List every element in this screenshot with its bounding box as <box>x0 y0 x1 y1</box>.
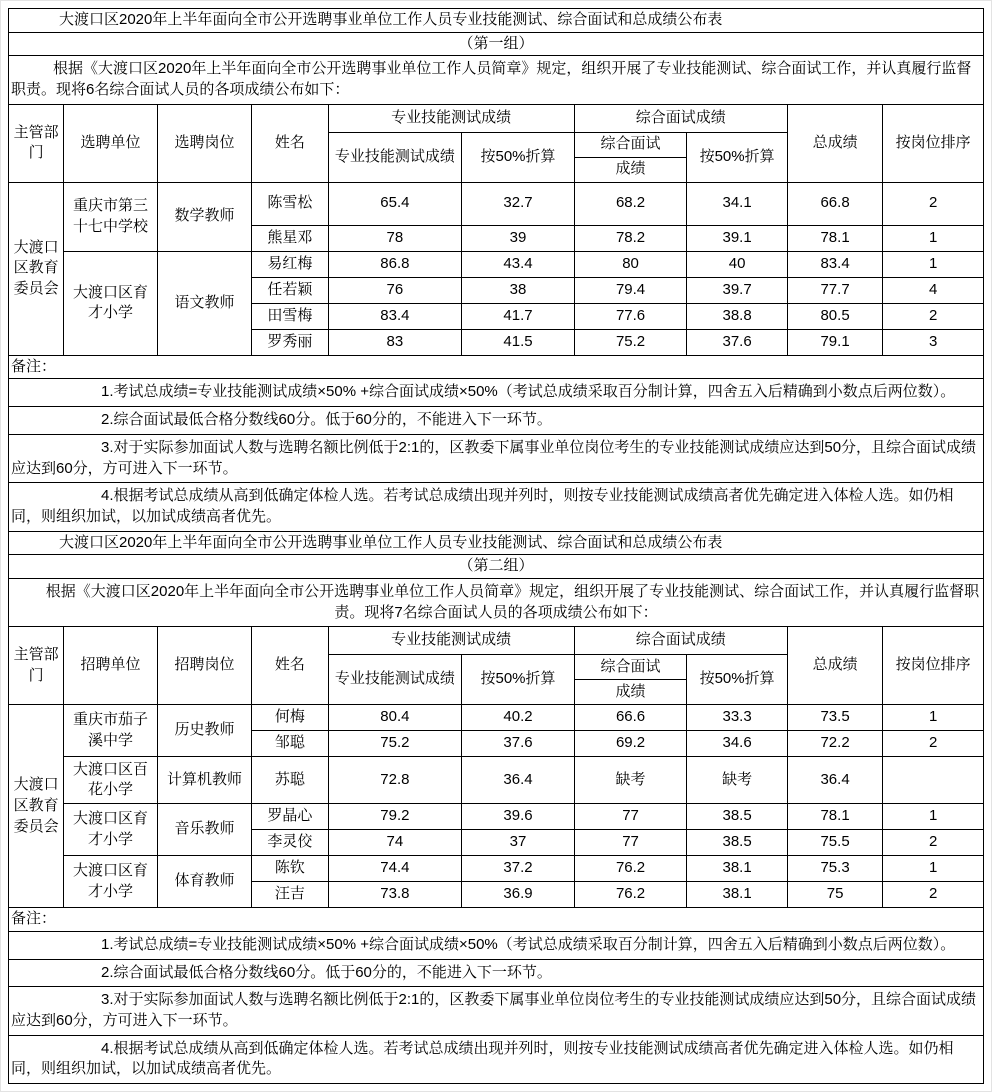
cell-interview-half: 37.6 <box>687 329 788 355</box>
cell-interview-score: 77.6 <box>574 303 687 329</box>
cell-skill-half: 43.4 <box>462 251 575 277</box>
cell-name: 罗晶心 <box>252 804 328 830</box>
table-row <box>9 804 984 830</box>
cell-name: 汪吉 <box>252 882 328 908</box>
cell-unit: 大渡口区育才小学 <box>64 804 157 856</box>
cell-total: 75.5 <box>787 830 882 856</box>
header-interview-score-line2: 成绩 <box>574 157 687 182</box>
note-item: 1.考试总成绩=专业技能测试成绩×50% +综合面试成绩×50%（考试总成绩采取百分制计算，四舍五入后精确到小数点后两位数）。 <box>9 379 984 407</box>
table-row <box>9 705 984 731</box>
group1-header-row-1 <box>9 104 984 132</box>
note-item: 4.根据考试总成绩从高到低确定体检人选。若考试总成绩出现并列时，则按专业技能测试成绩高者优先确定进入体检人选。如仍相同，则组织加试，以加试成绩高者优先。 <box>9 483 984 531</box>
header-skill-score: 专业技能测试成绩 <box>328 132 462 182</box>
cell-skill-half: 40.2 <box>462 705 575 731</box>
header-post: 选聘岗位 <box>157 104 251 182</box>
cell-post: 音乐教师 <box>157 804 251 856</box>
cell-rank: 2 <box>883 731 984 757</box>
cell-interview-half: 38.1 <box>687 856 788 882</box>
note-item: 3.对于实际参加面试人数与选聘名额比例低于2:1的，区教委下属事业单位岗位考生的专业技能测试成绩应达到50分，且综合面试成绩应达到60分，方可进入下一环节。 <box>9 434 984 482</box>
note-item: 3.对于实际参加面试人数与选聘名额比例低于2:1的，区教委下属事业单位岗位考生的专业技能测试成绩应达到50分，且综合面试成绩应达到60分，方可进入下一环节。 <box>9 987 984 1035</box>
header-interview-half: 按50%折算 <box>687 132 788 182</box>
cell-rank: 4 <box>883 277 984 303</box>
cell-post: 历史教师 <box>157 705 251 757</box>
header-interview-score-line1: 综合面试 <box>574 655 687 680</box>
header-skill-half: 按50%折算 <box>462 655 575 705</box>
cell-total: 73.5 <box>787 705 882 731</box>
cell-total: 79.1 <box>787 329 882 355</box>
cell-skill-score: 78 <box>328 225 462 251</box>
table-row <box>9 251 984 277</box>
cell-total: 72.2 <box>787 731 882 757</box>
cell-interview-score: 66.6 <box>574 705 687 731</box>
cell-skill-half: 38 <box>462 277 575 303</box>
header-name: 姓名 <box>252 104 328 182</box>
cell-interview-score: 缺考 <box>574 757 687 804</box>
cell-skill-half: 39.6 <box>462 804 575 830</box>
cell-skill-score: 73.8 <box>328 882 462 908</box>
cell-interview-score: 77 <box>574 804 687 830</box>
cell-name: 陈雪松 <box>252 182 328 225</box>
cell-skill-score: 75.2 <box>328 731 462 757</box>
cell-skill-half: 39 <box>462 225 575 251</box>
cell-dept: 大渡口区教育委员会 <box>9 705 64 908</box>
header-unit: 招聘单位 <box>64 627 157 705</box>
header-rank: 按岗位排序 <box>883 627 984 705</box>
cell-interview-half: 40 <box>687 251 788 277</box>
group2-table-title: 大渡口区2020年上半年面向全市公开选聘事业单位工作人员专业技能测试、综合面试和总成绩公布表 <box>9 531 984 555</box>
header-dept: 主管部门 <box>9 104 64 182</box>
cell-rank: 2 <box>883 882 984 908</box>
cell-skill-score: 74 <box>328 830 462 856</box>
cell-name: 田雪梅 <box>252 303 328 329</box>
cell-skill-half: 37 <box>462 830 575 856</box>
cell-name: 易红梅 <box>252 251 328 277</box>
cell-rank: 1 <box>883 251 984 277</box>
group2-intro-paragraph: 根据《大渡口区2020年上半年面向全市公开选聘事业单位工作人员简章》规定，组织开展了专业技能测试、综合面试工作，并认真履行监督职责。现将7名综合面试人员的各项成绩公布如下： <box>9 578 984 626</box>
group2-remark-label: 备注： <box>9 908 984 932</box>
cell-interview-score: 68.2 <box>574 182 687 225</box>
table-row <box>9 856 984 882</box>
cell-skill-half: 41.7 <box>462 303 575 329</box>
cell-name: 邹聪 <box>252 731 328 757</box>
cell-interview-score: 80 <box>574 251 687 277</box>
group1-intro-paragraph: 根据《大渡口区2020年上半年面向全市公开选聘事业单位工作人员简章》规定，组织开展了专业技能测试、综合面试工作，并认真履行监督职责。现将6名综合面试人员的各项成绩公布如下： <box>9 56 984 104</box>
score-announcement-table <box>8 8 984 1084</box>
header-name: 姓名 <box>252 627 328 705</box>
cell-total: 78.1 <box>787 804 882 830</box>
cell-skill-score: 65.4 <box>328 182 462 225</box>
cell-rank <box>883 757 984 804</box>
header-skill-half: 按50%折算 <box>462 132 575 182</box>
cell-skill-score: 86.8 <box>328 251 462 277</box>
cell-rank: 1 <box>883 705 984 731</box>
header-dept: 主管部门 <box>9 627 64 705</box>
cell-interview-score: 76.2 <box>574 856 687 882</box>
table-row <box>9 757 984 804</box>
cell-name: 罗秀丽 <box>252 329 328 355</box>
cell-interview-half: 38.5 <box>687 830 788 856</box>
cell-interview-half: 33.3 <box>687 705 788 731</box>
cell-total: 36.4 <box>787 757 882 804</box>
cell-interview-score: 79.4 <box>574 277 687 303</box>
cell-total: 77.7 <box>787 277 882 303</box>
cell-name: 熊星邓 <box>252 225 328 251</box>
header-post: 招聘岗位 <box>157 627 251 705</box>
header-skill-group: 专业技能测试成绩 <box>328 627 574 655</box>
header-interview-score-line2: 成绩 <box>574 680 687 705</box>
cell-skill-half: 41.5 <box>462 329 575 355</box>
cell-rank: 2 <box>883 830 984 856</box>
group2-label: （第二组） <box>9 555 984 579</box>
cell-interview-half: 缺考 <box>687 757 788 804</box>
cell-skill-half: 37.2 <box>462 856 575 882</box>
header-total: 总成绩 <box>787 627 882 705</box>
cell-rank: 1 <box>883 856 984 882</box>
cell-interview-score: 76.2 <box>574 882 687 908</box>
cell-total: 66.8 <box>787 182 882 225</box>
header-interview-group: 综合面试成绩 <box>574 104 787 132</box>
header-rank: 按岗位排序 <box>883 104 984 182</box>
cell-name: 何梅 <box>252 705 328 731</box>
cell-skill-score: 76 <box>328 277 462 303</box>
header-skill-group: 专业技能测试成绩 <box>328 104 574 132</box>
group2-header-row-1 <box>9 627 984 655</box>
note-item: 1.考试总成绩=专业技能测试成绩×50% +综合面试成绩×50%（考试总成绩采取百分制计算，四舍五入后精确到小数点后两位数）。 <box>9 932 984 960</box>
header-interview-score-line1: 综合面试 <box>574 132 687 157</box>
cell-unit: 大渡口区育才小学 <box>64 856 157 908</box>
cell-unit: 重庆市第三十七中学校 <box>64 182 157 251</box>
cell-skill-half: 36.4 <box>462 757 575 804</box>
note-item: 2.综合面试最低合格分数线60分。低于60分的，不能进入下一环节。 <box>9 959 984 987</box>
cell-rank: 2 <box>883 303 984 329</box>
group1-table-title: 大渡口区2020年上半年面向全市公开选聘事业单位工作人员专业技能测试、综合面试和总成绩公布表 <box>9 9 984 33</box>
table-row <box>9 182 984 225</box>
cell-name: 李灵佼 <box>252 830 328 856</box>
cell-skill-score: 80.4 <box>328 705 462 731</box>
cell-name: 陈钦 <box>252 856 328 882</box>
cell-rank: 1 <box>883 804 984 830</box>
cell-skill-half: 37.6 <box>462 731 575 757</box>
cell-skill-score: 72.8 <box>328 757 462 804</box>
cell-name: 苏聪 <box>252 757 328 804</box>
cell-interview-half: 38.8 <box>687 303 788 329</box>
cell-skill-score: 79.2 <box>328 804 462 830</box>
cell-unit: 重庆市茄子溪中学 <box>64 705 157 757</box>
header-skill-score: 专业技能测试成绩 <box>328 655 462 705</box>
cell-interview-score: 75.2 <box>574 329 687 355</box>
cell-rank: 3 <box>883 329 984 355</box>
header-interview-half: 按50%折算 <box>687 655 788 705</box>
cell-interview-score: 69.2 <box>574 731 687 757</box>
cell-post: 语文教师 <box>157 251 251 355</box>
cell-total: 83.4 <box>787 251 882 277</box>
cell-post: 体育教师 <box>157 856 251 908</box>
header-total: 总成绩 <box>787 104 882 182</box>
cell-interview-half: 34.1 <box>687 182 788 225</box>
cell-total: 78.1 <box>787 225 882 251</box>
cell-total: 80.5 <box>787 303 882 329</box>
cell-skill-score: 83 <box>328 329 462 355</box>
cell-name: 任若颖 <box>252 277 328 303</box>
cell-interview-half: 38.1 <box>687 882 788 908</box>
group1-remark-label: 备注： <box>9 355 984 379</box>
header-interview-group: 综合面试成绩 <box>574 627 787 655</box>
cell-skill-half: 36.9 <box>462 882 575 908</box>
note-item: 2.综合面试最低合格分数线60分。低于60分的，不能进入下一环节。 <box>9 407 984 435</box>
cell-interview-half: 39.7 <box>687 277 788 303</box>
cell-interview-score: 77 <box>574 830 687 856</box>
header-unit: 选聘单位 <box>64 104 157 182</box>
note-item: 4.根据考试总成绩从高到低确定体检人选。若考试总成绩出现并列时，则按专业技能测试成绩高者优先确定进入体检人选。如仍相同，则组织加试，以加试成绩高者优先。 <box>9 1035 984 1083</box>
cell-rank: 1 <box>883 225 984 251</box>
cell-total: 75 <box>787 882 882 908</box>
group1-label: （第一组） <box>9 32 984 56</box>
cell-post: 计算机教师 <box>157 757 251 804</box>
cell-post: 数学教师 <box>157 182 251 251</box>
cell-skill-score: 83.4 <box>328 303 462 329</box>
cell-interview-half: 39.1 <box>687 225 788 251</box>
cell-skill-score: 74.4 <box>328 856 462 882</box>
cell-skill-half: 32.7 <box>462 182 575 225</box>
cell-unit: 大渡口区育才小学 <box>64 251 157 355</box>
cell-rank: 2 <box>883 182 984 225</box>
cell-unit: 大渡口区百花小学 <box>64 757 157 804</box>
cell-dept: 大渡口区教育委员会 <box>9 182 64 355</box>
cell-interview-half: 38.5 <box>687 804 788 830</box>
cell-interview-half: 34.6 <box>687 731 788 757</box>
cell-total: 75.3 <box>787 856 882 882</box>
cell-interview-score: 78.2 <box>574 225 687 251</box>
